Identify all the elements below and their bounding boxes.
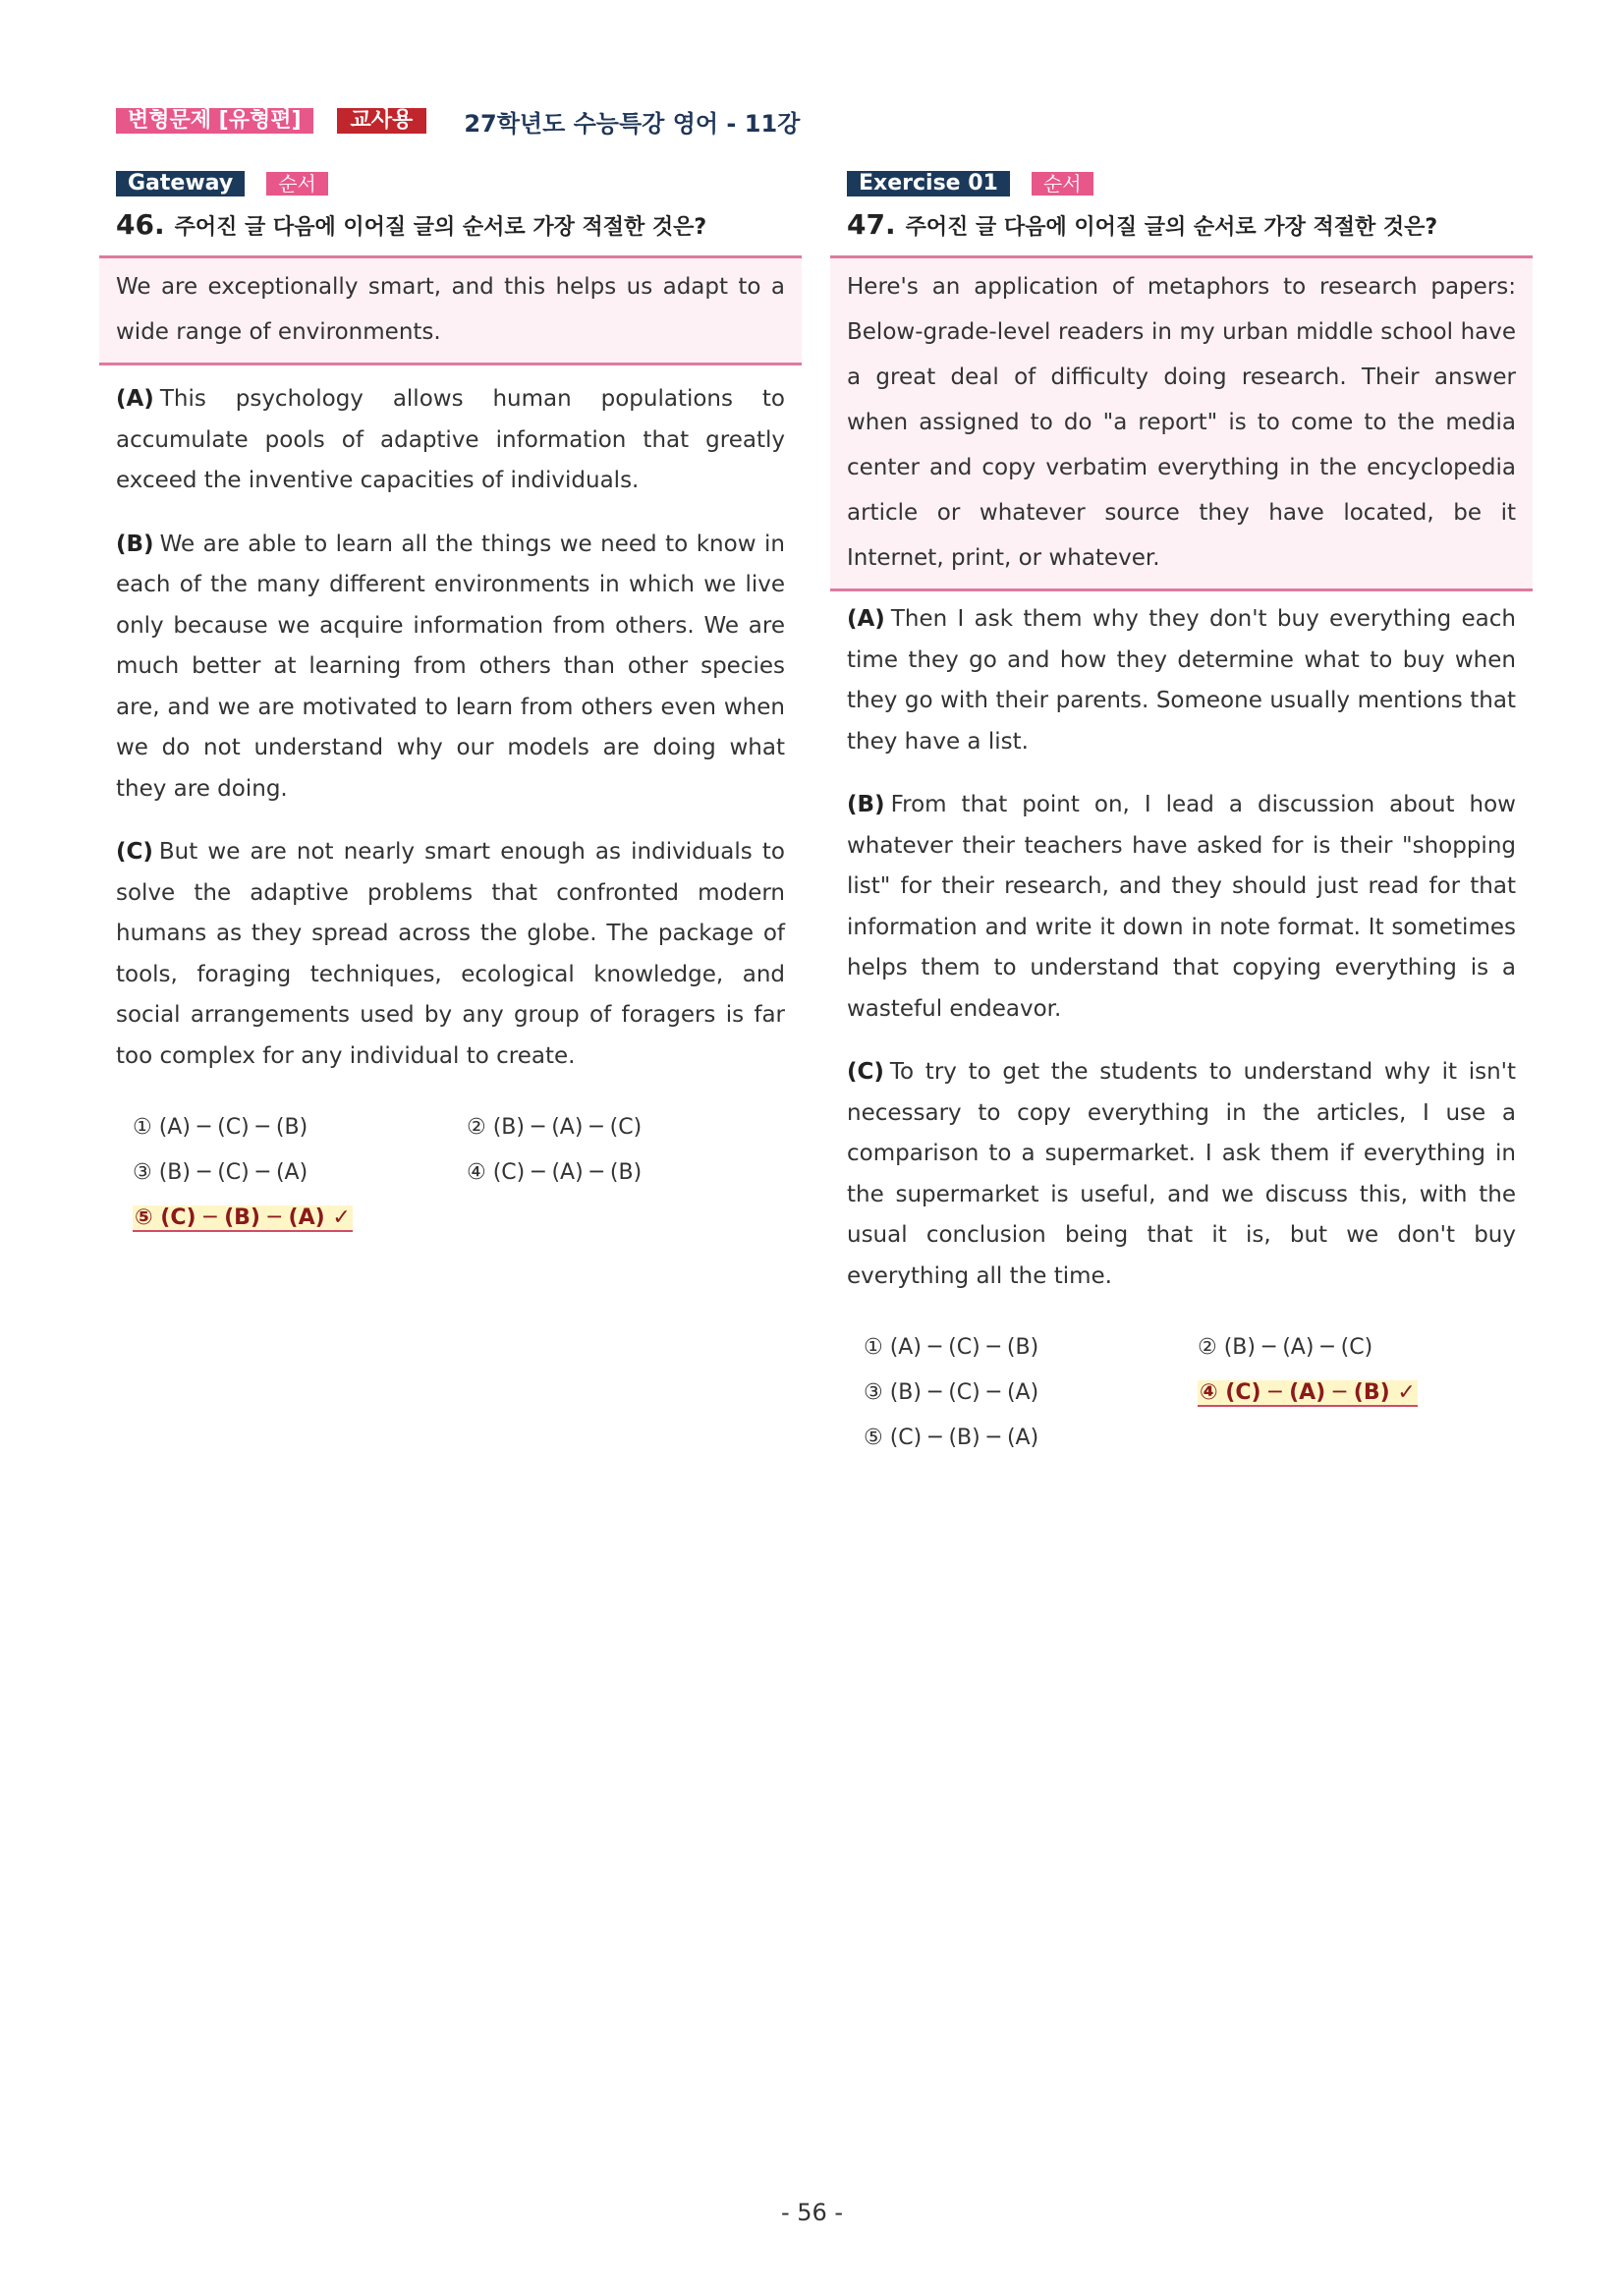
paragraph-text: But we are not nearly smart enough as individuals to solve the adaptive problems that confronted modern humans as they spread across the globe. The package of tools, foraging techniques, ecological knowledge, and social arrangements used by any group of foragers is far too complex for any individual to create. <box>116 839 785 1069</box>
question-number: 47. <box>847 208 896 241</box>
answer-choice-4[interactable]: ④ (C) ─ (A) ─ (B) <box>467 1159 643 1185</box>
paragraph-text: From that point on, I lead a discussion about how whatever their teachers have asked for is their "shopping list" for their research, and they should just read for that information and write it down in note format. It sometimes helps them to understand that copying everything is a wasteful endeavor. <box>847 792 1516 1022</box>
paragraph-text: We are able to learn all the things we need to know in each of the many different environments in which we live only because we acquire information from others. We are much better at learning from others than other species are, and we are motivated to learn from others even when we do not understand why our models are doing what they are doing. <box>116 531 785 802</box>
paragraph-text: This psychology allows human populations to accumulate pools of adaptive information that greatly exceed the inventive capacities of individuals. <box>116 386 785 493</box>
paragraph-label: (A) <box>116 386 154 412</box>
paragraph-b <box>830 785 1533 1030</box>
question-number: 46. <box>116 208 165 241</box>
section-label: Exercise 01 <box>847 171 1010 196</box>
paragraph-label: (B) <box>116 531 154 557</box>
question-46-column <box>99 171 802 1240</box>
category-tag: 변형문제 [유형편] <box>116 108 313 134</box>
question-label-row <box>847 171 1533 196</box>
answer-choice-1[interactable]: ① (A) ─ (C) ─ (B) <box>133 1114 308 1140</box>
paragraph-label: (B) <box>847 792 885 817</box>
passage-paragraphs <box>830 599 1533 1297</box>
answer-choices <box>864 1324 1533 1460</box>
paragraph-label: (A) <box>847 606 885 632</box>
paragraph-b <box>99 525 802 811</box>
paragraph-text: To try to get the students to understand why it isn't necessary to copy everything in the articles, I use a comparison to a supermarket. I ask them if everything in the supermarket is useful, and we discuss this, with the usual conclusion being that it is, but we don't buy everything all the time. <box>847 1059 1516 1289</box>
answer-choices <box>133 1104 802 1240</box>
question-47-column <box>830 171 1533 1460</box>
answer-choice-3[interactable]: ③ (B) ─ (C) ─ (A) <box>864 1379 1039 1405</box>
question-type-tag: 순서 <box>266 172 328 196</box>
page-number: - 56 - <box>780 2199 844 2226</box>
header-title: 27학년도 수능특강 영어 - 11강 <box>464 109 801 138</box>
correct-answer-highlight: ⑤ (C) ─ (B) ─ (A) ✓ <box>135 1204 351 1230</box>
question-prompt: 주어진 글 다음에 이어질 글의 순서로 가장 적절한 것은? <box>174 215 707 240</box>
answer-choice-5[interactable]: ⑤ (C) ─ (B) ─ (A) <box>864 1425 1039 1450</box>
answer-choice-1[interactable]: ① (A) ─ (C) ─ (B) <box>864 1334 1039 1360</box>
question-prompt: 주어진 글 다음에 이어질 글의 순서로 가장 적절한 것은? <box>905 215 1438 240</box>
answer-choice-2[interactable]: ② (B) ─ (A) ─ (C) <box>1198 1334 1373 1360</box>
paragraph-a <box>99 379 802 502</box>
teacher-tag: 교사용 <box>337 108 427 134</box>
paragraph-a <box>830 599 1533 762</box>
answer-choice-2[interactable]: ② (B) ─ (A) ─ (C) <box>467 1114 643 1140</box>
question-title <box>116 208 802 242</box>
answer-choice-3[interactable]: ③ (B) ─ (C) ─ (A) <box>133 1159 308 1185</box>
given-passage: We are exceptionally smart, and this helps us adapt to a wide range of environments. <box>99 255 802 365</box>
paragraph-text: Then I ask them why they don't buy everything each time they go and how they determine what to buy when they go with their parents. Someone usually mentions that they have a list. <box>847 606 1516 755</box>
answer-choice-4-correct[interactable] <box>1198 1380 1532 1405</box>
given-passage: Here's an application of metaphors to research papers: Below-grade-level readers in my urban middle school have a great deal of difficulty doing research. Their answer when assigned to do "a report" is to come to the media center and copy verbatim everything in the encyclopedia article or whatever source they have located, be it Internet, print, or whatever. <box>830 255 1533 591</box>
question-title <box>847 208 1533 242</box>
paragraph-c <box>830 1052 1533 1297</box>
section-label: Gateway <box>116 171 245 196</box>
paragraph-label: (C) <box>116 839 153 865</box>
question-label-row <box>116 171 802 196</box>
question-type-tag: 순서 <box>1032 172 1093 196</box>
passage-paragraphs <box>99 379 802 1077</box>
page-header <box>116 106 800 136</box>
correct-answer-highlight: ④ (C) ─ (A) ─ (B) ✓ <box>1200 1379 1416 1405</box>
paragraph-c <box>99 832 802 1077</box>
answer-choice-5-correct[interactable] <box>133 1205 467 1230</box>
paragraph-label: (C) <box>847 1059 884 1085</box>
